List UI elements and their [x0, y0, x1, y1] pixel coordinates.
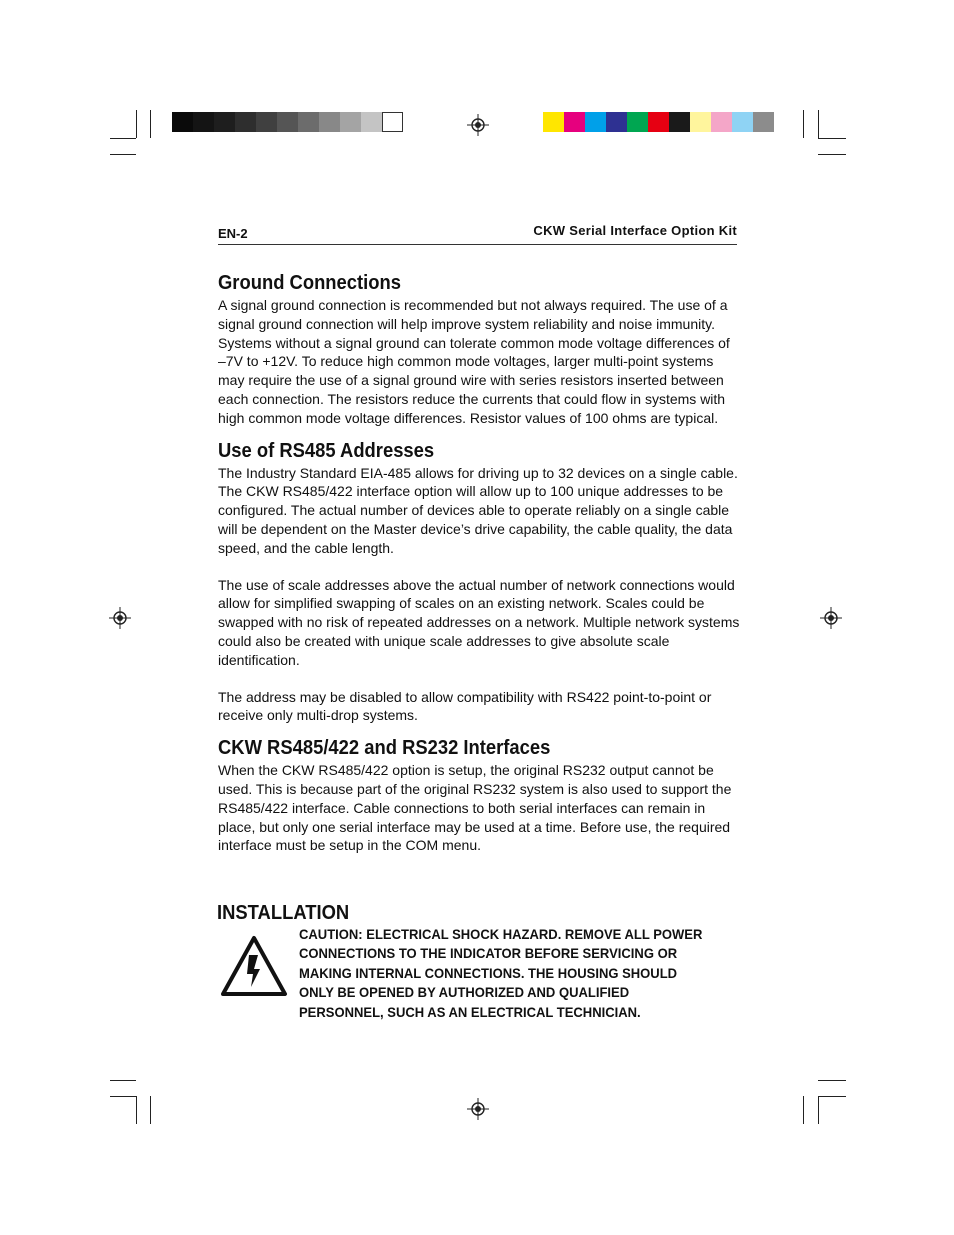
section-heading: CKW RS485/422 and RS232 Interfaces — [218, 737, 551, 760]
color-swatch — [172, 112, 193, 132]
color-swatch — [585, 112, 606, 132]
section-heading: Ground Connections — [218, 272, 401, 294]
electrical-hazard-icon — [220, 935, 288, 997]
crop-mark — [803, 110, 804, 138]
crop-mark — [818, 110, 819, 138]
crop-mark — [136, 1096, 137, 1124]
color-swatch — [298, 112, 319, 132]
registration-mark-icon — [820, 607, 842, 629]
running-header — [218, 222, 737, 245]
color-swatch — [382, 112, 403, 132]
registration-mark-icon — [467, 114, 489, 136]
crop-mark — [818, 1096, 846, 1097]
registration-mark-icon — [109, 607, 131, 629]
crop-mark — [803, 1096, 804, 1124]
crop-mark — [150, 110, 151, 138]
color-swatch — [564, 112, 585, 132]
installation-heading: INSTALLATION — [217, 902, 350, 924]
color-swatch — [606, 112, 627, 132]
crop-mark — [110, 1080, 136, 1081]
color-swatch — [277, 112, 298, 132]
section-heading: Use of RS485 Addresses — [218, 439, 435, 462]
section-rs485-addresses — [218, 438, 741, 726]
color-swatch — [627, 112, 648, 132]
process-color-bar — [543, 112, 774, 132]
crop-mark — [110, 1096, 136, 1097]
color-swatch — [648, 112, 669, 132]
document-title: CKW Serial Interface Option Kit — [533, 223, 737, 238]
section-ground-connections — [218, 270, 741, 428]
section-interfaces — [218, 735, 741, 855]
color-swatch — [690, 112, 711, 132]
color-swatch — [319, 112, 340, 132]
crop-mark — [136, 110, 137, 138]
color-swatch — [711, 112, 732, 132]
paragraph: The use of scale addresses above the actual number of network connections would allow for simplified swapping of scales on an existing network. Scales could be swapped with no risk of repeated addresses on a network. Multiple network systems could also be created with unique scale addresses to give absolute scale identification. — [218, 576, 740, 668]
color-swatch — [753, 112, 774, 132]
registration-mark-icon — [467, 1098, 489, 1120]
color-swatch — [543, 112, 564, 132]
crop-mark — [818, 154, 846, 155]
crop-mark — [150, 1096, 151, 1124]
color-swatch — [669, 112, 690, 132]
crop-mark — [818, 138, 846, 139]
paragraph: The address may be disabled to allow compatibility with RS422 point-to-point or receive only multi-drop systems. — [218, 688, 712, 724]
color-swatch — [256, 112, 277, 132]
color-swatch — [214, 112, 235, 132]
paragraph: A signal ground connection is recommended but not always required. The use of a signal ground connection will help improve system reliability and noise immunity. Systems without a signal ground can tolerate common mode voltage differences of –7V to +12V. To reduce high common mode voltages, larger multi-point systems may require the use of a signal ground wire with series resistors inserted between each connection. The resistors reduce the currents that could flow in systems with high common mode voltage differences. Resistor values of 100 ohms are typical. — [218, 297, 730, 426]
page-number: EN-2 — [218, 226, 248, 241]
color-swatch — [361, 112, 382, 132]
color-swatch — [235, 112, 256, 132]
color-swatch — [732, 112, 753, 132]
crop-mark — [818, 1096, 819, 1124]
page-content — [218, 270, 741, 865]
grayscale-color-bar — [172, 112, 403, 132]
crop-mark — [110, 138, 136, 139]
crop-mark — [110, 154, 136, 155]
paragraph: When the CKW RS485/422 option is setup, the original RS232 output cannot be used. This is because part of the original RS232 system is also used to support the RS485/422 interface. Cable connections to both serial interfaces can remain in place, but only one serial interface may be used at a time. Before use, the required interface must be setup in the COM menu. — [218, 762, 732, 854]
color-swatch — [193, 112, 214, 132]
color-swatch — [340, 112, 361, 132]
paragraph: The Industry Standard EIA-485 allows for driving up to 32 devices on a single cable. The CKW RS485/422 interface option will allow up to 100 unique addresses to be configured. The actual number of devices able to operate reliably on a single cable will be dependent on the Master device’s drive capability, the cable quality, the data speed, and the cable length. — [218, 464, 738, 556]
crop-mark — [818, 1080, 846, 1081]
caution-text: CAUTION: ELECTRICAL SHOCK HAZARD. REMOVE ALL POWER CONNECTIONS TO THE INDICATOR BEFORE SERVICING OR MAKING INTERNAL CONNECTIONS. THE HOUSING SHOULD ONLY BE OPENED BY AUTHORIZED AND QUALIFIED PERSONNEL, SUCH AS AN ELECTRICAL TECHNICIAN. — [299, 926, 703, 1020]
